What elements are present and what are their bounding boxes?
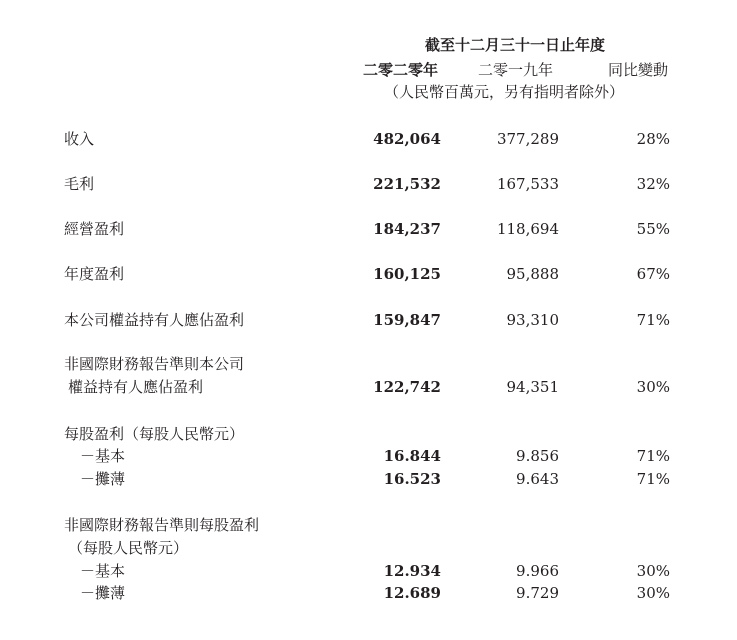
row-label-non-ifrs-eps-diluted: －攤薄: [80, 584, 126, 602]
column-header-2020: 二零二零年: [363, 61, 439, 79]
row-non-ifrs-eps-diluted-change: 30%: [636, 584, 670, 602]
row-operating-profit-change: 55%: [636, 220, 670, 238]
row-label-non-ifrs-profit-line2: 權益持有人應佔盈利: [68, 378, 204, 396]
row-label-non-ifrs-eps-basic: －基本: [80, 562, 126, 580]
row-revenue-2019: 377,289: [496, 130, 559, 148]
row-non-ifrs-eps-basic-2020: 12.934: [383, 562, 441, 580]
column-header-change: 同比變動: [608, 61, 669, 79]
row-label-annual-profit: 年度盈利: [64, 265, 125, 283]
row-revenue-2020: 482,064: [373, 130, 441, 148]
column-header-2019: 二零一九年: [478, 61, 554, 79]
row-non-ifrs-eps-basic-change: 30%: [636, 562, 670, 580]
row-label-non-ifrs-profit-line1: 非國際財務報告準則本公司: [64, 355, 245, 373]
row-non-ifrs-profit-2020: 122,742: [373, 378, 441, 396]
row-non-ifrs-profit-2019: 94,351: [506, 378, 559, 396]
row-gross-profit-2019: 167,533: [496, 175, 559, 193]
row-label-eps: 每股盈利（每股人民幣元）: [64, 425, 245, 443]
row-eps-basic-2020: 16.844: [383, 447, 441, 465]
row-label-eps-diluted: －攤薄: [80, 470, 126, 488]
row-eps-diluted-2020: 16.523: [383, 470, 441, 488]
row-attributable-profit-2020: 159,847: [373, 311, 441, 329]
row-label-operating-profit: 經營盈利: [64, 220, 125, 238]
row-label-revenue: 收入: [64, 130, 95, 148]
row-eps-basic-change: 71%: [636, 447, 670, 465]
row-annual-profit-2019: 95,888: [506, 265, 559, 283]
row-gross-profit-change: 32%: [636, 175, 670, 193]
row-label-eps-basic: －基本: [80, 447, 126, 465]
row-revenue-change: 28%: [636, 130, 670, 148]
row-eps-basic-2019: 9.856: [516, 447, 559, 465]
row-attributable-profit-2019: 93,310: [506, 311, 559, 329]
period-header: 截至十二月三十一日止年度: [425, 36, 606, 54]
unit-note: （人民幣百萬元，另有指明者除外）: [384, 83, 625, 101]
row-non-ifrs-eps-basic-2019: 9.966: [516, 562, 559, 580]
row-attributable-profit-change: 71%: [636, 311, 670, 329]
row-label-attributable-profit: 本公司權益持有人應佔盈利: [64, 311, 245, 329]
row-annual-profit-change: 67%: [636, 265, 670, 283]
row-eps-diluted-change: 71%: [636, 470, 670, 488]
row-operating-profit-2020: 184,237: [373, 220, 441, 238]
row-label-non-ifrs-eps-line2: （每股人民幣元）: [68, 539, 189, 557]
row-eps-diluted-2019: 9.643: [516, 470, 559, 488]
row-annual-profit-2020: 160,125: [373, 265, 441, 283]
row-non-ifrs-eps-diluted-2019: 9.729: [516, 584, 559, 602]
row-label-gross-profit: 毛利: [64, 175, 95, 193]
row-operating-profit-2019: 118,694: [496, 220, 559, 238]
row-gross-profit-2020: 221,532: [373, 175, 441, 193]
row-label-non-ifrs-eps-line1: 非國際財務報告準則每股盈利: [64, 516, 260, 534]
row-non-ifrs-eps-diluted-2020: 12.689: [383, 584, 441, 602]
row-non-ifrs-profit-change: 30%: [636, 378, 670, 396]
